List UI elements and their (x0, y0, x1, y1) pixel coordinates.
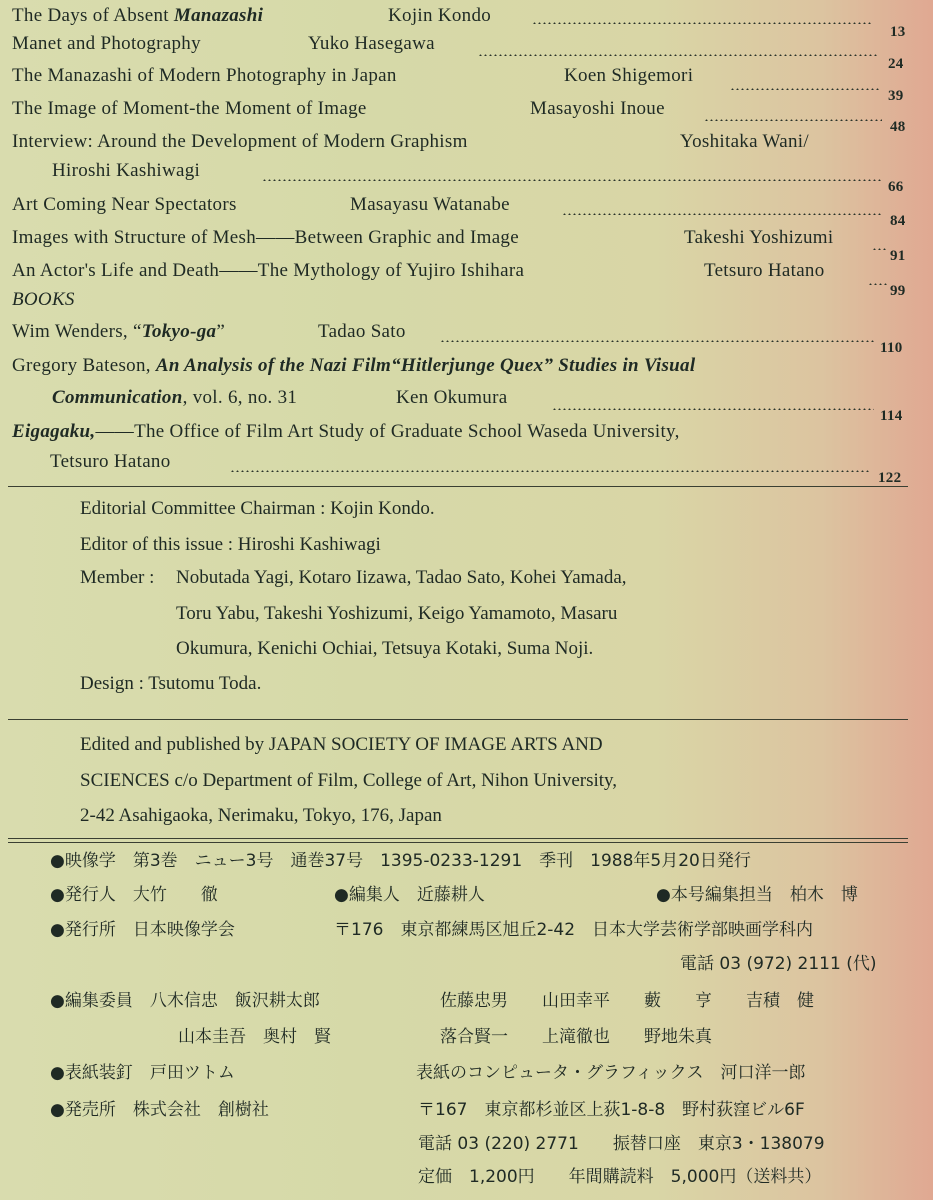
leader-dots (230, 470, 870, 472)
editorial-committee: Editorial Committee Chairman : Kojin Kondo. (80, 498, 435, 519)
leader-dots (532, 22, 872, 24)
colophon-issue-editor: ●本号編集担当 柏木 博 (656, 885, 858, 905)
leader-dots (478, 54, 878, 56)
colophon-price: 定価 1,200円 年間購読料 5,000円（送料共） (418, 1167, 822, 1187)
colophon-committee-cont: 佐藤忠男 山田幸平 藪 亨 吉積 健 (440, 991, 814, 1011)
leader-dots (552, 408, 874, 410)
toc-author: Hiroshi Kashiwagi (52, 160, 201, 181)
toc-page: 91 (890, 248, 906, 264)
leader-dots (704, 119, 882, 121)
toc-page: 99 (890, 283, 906, 299)
colophon-line: ●映像学 第3巻 ニュー3号 通巻37号 1395-0233-1291 季刊 1988年5月20日発行 (50, 851, 751, 871)
toc-page: 66 (888, 179, 904, 195)
book-title-italic: An Analysis of the Nazi Film“Hitlerjunge Quex” Studies in Visual (155, 355, 696, 376)
toc-title: The Image of Moment-the Moment of Image (12, 98, 367, 119)
book-title: Wim Wenders, “ (12, 321, 142, 342)
toc-title: Interview: Around the Development of Modern Graphism (12, 131, 468, 152)
colophon-cover-design: ●表紙装釘 戸田ツトム (50, 1063, 235, 1083)
toc-author: Kojin Kondo (388, 5, 492, 26)
toc-author: Yoshitaka Wani/ (680, 131, 809, 152)
colophon-distributor-address: 〒167 東京都杉並区上荻1-8-8 野村荻窪ビル6F (418, 1100, 805, 1120)
toc-page: 84 (890, 213, 906, 229)
toc-author: Yuko Hasegawa (308, 33, 435, 54)
colophon-distributor: ●発売所 株式会社 創樹社 (50, 1100, 269, 1120)
colophon-publisher: ●発行人 大竹 徹 (50, 885, 218, 905)
book-author: Tadao Sato (318, 321, 406, 342)
toc-author: Tetsuro Hatano (704, 260, 825, 281)
book-title-italic: Communication (52, 387, 183, 408)
member-line: Toru Yabu, Takeshi Yoshizumi, Keigo Yamamoto, Masaru (176, 603, 618, 624)
divider (8, 719, 908, 720)
colophon-editor: ●編集人 近藤耕人 (334, 885, 485, 905)
toc-title: The Days of Absent (12, 5, 174, 26)
editor-of-issue: Editor of this issue : Hiroshi Kashiwagi (80, 534, 381, 555)
divider (8, 486, 908, 487)
toc-title-italic: Manazashi (173, 5, 264, 26)
book-volume: , vol. 6, no. 31 (182, 387, 298, 408)
toc-title: An Actor's Life and Death——The Mythology of Yujiro Ishihara (12, 260, 525, 281)
toc-title: Images with Structure of Mesh——Between Graphic and Image (12, 227, 519, 248)
leader-dots (440, 340, 875, 342)
toc-page: 24 (888, 56, 904, 72)
toc-author: Masayoshi Inoue (530, 98, 665, 119)
leader-dots (868, 283, 888, 285)
leader-dots (562, 213, 882, 215)
leader-dots (262, 179, 882, 181)
colophon-office: ●発行所 日本映像学会 (50, 920, 235, 940)
colophon-cover-graphics: 表紙のコンピュータ・グラフィックス 河口洋一郎 (416, 1063, 806, 1083)
books-heading: BOOKS (12, 289, 75, 310)
colophon-phone-account: 電話 03 (220) 2771 振替口座 東京3・138079 (418, 1134, 825, 1154)
colophon-committee-cont: 落合賢一 上滝徹也 野地朱真 (440, 1027, 712, 1047)
toc-page: 39 (888, 88, 904, 104)
book-page: 110 (880, 340, 903, 356)
leader-dots (730, 88, 880, 90)
book-title: Gregory Bateson, (12, 355, 156, 376)
book-author: Tetsuro Hatano (50, 451, 171, 472)
book-title-close: ” (216, 321, 226, 342)
member-line: Okumura, Kenichi Ochiai, Tetsuya Kotaki, Suma Noji. (176, 638, 594, 659)
book-title-italic: Eigagaku, (12, 421, 96, 442)
toc-title: The Manazashi of Modern Photography in Japan (12, 65, 397, 86)
toc-title: Manet and Photography (12, 33, 201, 54)
leader-dots (872, 248, 886, 250)
toc-author: Koen Shigemori (564, 65, 694, 86)
publisher-line: SCIENCES c/o Department of Film, College of Art, Nihon University, (80, 770, 618, 791)
publisher-line: 2-42 Asahigaoka, Nerimaku, Tokyo, 176, Japan (80, 805, 442, 826)
publisher-line: Edited and published by JAPAN SOCIETY OF IMAGE ARTS AND (80, 734, 603, 755)
book-author: Ken Okumura (396, 387, 508, 408)
member-label: Member : (80, 567, 155, 588)
book-page: 122 (878, 470, 902, 486)
book-title: ——The Office of Film Art Study of Graduate School Waseda University, (95, 421, 680, 442)
toc-page: 48 (890, 119, 906, 135)
member-line: Nobutada Yagi, Kotaro Iizawa, Tadao Sato, Kohei Yamada, (176, 567, 627, 588)
book-title-italic: Tokyo-ga (141, 321, 217, 342)
toc-title: Art Coming Near Spectators (12, 194, 237, 215)
colophon-committee-cont: 山本圭吾 奥村 賢 (178, 1027, 331, 1047)
book-page: 114 (880, 408, 903, 424)
colophon-phone: 電話 03 (972) 2111 (代) (680, 954, 877, 974)
toc-author: Masayasu Watanabe (350, 194, 510, 215)
colophon-address: 〒176 東京都練馬区旭丘2-42 日本大学芸術学部映画学科内 (334, 920, 814, 940)
double-divider (8, 838, 908, 843)
colophon-committee: ●編集委員 八木信忠 飯沢耕太郎 (50, 991, 320, 1011)
toc-page: 13 (890, 24, 906, 40)
toc-author: Takeshi Yoshizumi (684, 227, 834, 248)
design-credit: Design : Tsutomu Toda. (80, 673, 262, 694)
